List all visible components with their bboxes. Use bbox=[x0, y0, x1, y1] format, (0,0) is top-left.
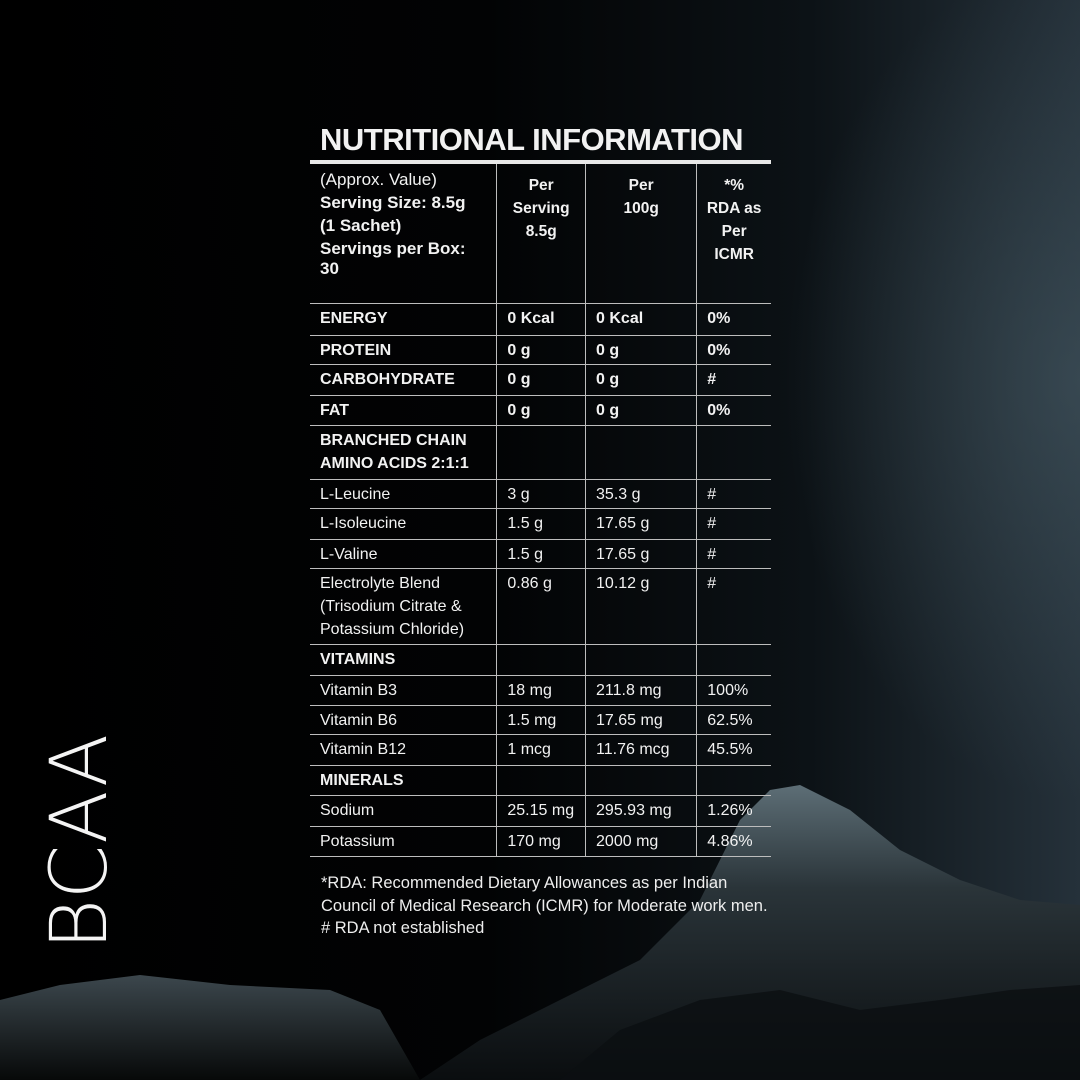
nutrient-name: FAT bbox=[310, 396, 497, 426]
per-100g-value bbox=[586, 645, 697, 676]
per-serving-value bbox=[497, 426, 586, 480]
nutrient-name: L-Isoleucine bbox=[310, 509, 497, 540]
per-100g-value: 17.65 mg bbox=[586, 706, 697, 735]
nutrient-name: VITAMINS bbox=[310, 645, 497, 676]
rda-value: # bbox=[697, 365, 771, 396]
per-serving-value: 1 mcg bbox=[497, 735, 586, 766]
rda-value: # bbox=[697, 540, 771, 569]
brand-label: BCAA bbox=[35, 732, 125, 950]
table-row bbox=[310, 706, 771, 735]
footnotes bbox=[321, 872, 771, 940]
nutrition-table bbox=[310, 164, 771, 857]
per-serving-value bbox=[497, 645, 586, 676]
header-line: Per bbox=[528, 177, 554, 194]
per-serving-value: 1.5 g bbox=[497, 540, 586, 569]
rda-value: 62.5% bbox=[697, 706, 771, 735]
nutrient-name: L-Valine bbox=[310, 540, 497, 569]
per-100g-value: 0 g bbox=[586, 336, 697, 365]
table-row bbox=[310, 480, 771, 509]
per-serving-value: 1.5 g bbox=[497, 509, 586, 540]
table-row bbox=[310, 304, 771, 336]
nutrient-name: Vitamin B12 bbox=[310, 735, 497, 766]
rda-value bbox=[697, 766, 771, 796]
rda-value: 0% bbox=[697, 396, 771, 426]
col-header-per-100g bbox=[586, 164, 697, 304]
per-serving-value: 3 g bbox=[497, 480, 586, 509]
col-header-per-serving bbox=[497, 164, 586, 304]
table-row bbox=[310, 766, 771, 796]
per-serving-value bbox=[497, 766, 586, 796]
per-100g-value: 295.93 mg bbox=[586, 796, 697, 827]
nutrient-name: PROTEIN bbox=[310, 336, 497, 365]
per-100g-value: 35.3 g bbox=[586, 480, 697, 509]
servings-per-box-value: 30 bbox=[320, 259, 339, 278]
rda-value: # bbox=[697, 569, 771, 645]
rda-value: 4.86% bbox=[697, 827, 771, 857]
per-serving-value: 0 g bbox=[497, 396, 586, 426]
per-100g-value: 17.65 g bbox=[586, 509, 697, 540]
nutrient-name: Sodium bbox=[310, 796, 497, 827]
table-row bbox=[310, 796, 771, 827]
table-row bbox=[310, 827, 771, 857]
per-serving-value: 0 g bbox=[497, 365, 586, 396]
rda-value: 100% bbox=[697, 676, 771, 706]
per-serving-value: 0.86 g bbox=[497, 569, 586, 645]
header-line: ICMR bbox=[714, 246, 754, 263]
table-row bbox=[310, 426, 771, 480]
rda-value: 0% bbox=[697, 304, 771, 336]
nutrient-name: MINERALS bbox=[310, 766, 497, 796]
per-100g-value: 0 Kcal bbox=[586, 304, 697, 336]
table-row bbox=[310, 540, 771, 569]
per-100g-value: 0 g bbox=[586, 365, 697, 396]
table-row bbox=[310, 676, 771, 706]
header-line: 100g bbox=[623, 200, 659, 217]
table-row bbox=[310, 509, 771, 540]
table-row bbox=[310, 569, 771, 645]
nutrient-name: CARBOHYDRATE bbox=[310, 365, 497, 396]
per-100g-value: 211.8 mg bbox=[586, 676, 697, 706]
per-100g-value: 10.12 g bbox=[586, 569, 697, 645]
rda-value: # bbox=[697, 480, 771, 509]
hash-footnote: # RDA not established bbox=[321, 919, 485, 937]
rda-footnote: *RDA: Recommended Dietary Allowances as per Indian Council of Medical Research (ICMR) for Moderate work men. bbox=[321, 874, 768, 915]
approx-value-label: (Approx. Value) bbox=[320, 170, 437, 189]
per-100g-value: 0 g bbox=[586, 396, 697, 426]
per-100g-value bbox=[586, 766, 697, 796]
per-serving-value: 18 mg bbox=[497, 676, 586, 706]
rda-value: 0% bbox=[697, 336, 771, 365]
per-serving-value: 0 Kcal bbox=[497, 304, 586, 336]
rda-value: # bbox=[697, 509, 771, 540]
table-header-row bbox=[310, 164, 771, 304]
header-line: Per bbox=[628, 177, 654, 194]
nutrient-name: ENERGY bbox=[310, 304, 497, 336]
header-line: *% bbox=[724, 177, 745, 194]
rda-value: 1.26% bbox=[697, 796, 771, 827]
servings-per-box-label: Servings per Box: bbox=[320, 239, 466, 258]
nutrient-name: Vitamin B6 bbox=[310, 706, 497, 735]
nutrient-name: Potassium bbox=[310, 827, 497, 857]
table-row bbox=[310, 365, 771, 396]
table-row bbox=[310, 735, 771, 766]
table-row bbox=[310, 336, 771, 365]
per-serving-value: 1.5 mg bbox=[497, 706, 586, 735]
nutrient-name: BRANCHED CHAIN AMINO ACIDS 2:1:1 bbox=[310, 426, 497, 480]
header-line: 8.5g bbox=[525, 223, 557, 240]
header-line: RDA as bbox=[706, 200, 762, 217]
serving-size: Serving Size: 8.5g bbox=[320, 193, 466, 212]
nutrient-name: Vitamin B3 bbox=[310, 676, 497, 706]
per-serving-value: 170 mg bbox=[497, 827, 586, 857]
serving-info-cell bbox=[310, 164, 497, 304]
rda-value bbox=[697, 645, 771, 676]
table-row bbox=[310, 396, 771, 426]
rda-value: 45.5% bbox=[697, 735, 771, 766]
page-title: NUTRITIONAL INFORMATION bbox=[320, 122, 744, 157]
per-100g-value: 11.76 mcg bbox=[586, 735, 697, 766]
per-serving-value: 25.15 mg bbox=[497, 796, 586, 827]
nutrient-name: L-Leucine bbox=[310, 480, 497, 509]
header-line: Serving bbox=[512, 200, 570, 217]
nutrient-name: Electrolyte Blend (Trisodium Citrate & Potassium Chloride) bbox=[310, 569, 497, 645]
per-100g-value: 17.65 g bbox=[586, 540, 697, 569]
sachet-label: (1 Sachet) bbox=[320, 216, 402, 235]
per-100g-value bbox=[586, 426, 697, 480]
header-line: Per bbox=[721, 223, 747, 240]
per-serving-value: 0 g bbox=[497, 336, 586, 365]
table-row bbox=[310, 645, 771, 676]
per-100g-value: 2000 mg bbox=[586, 827, 697, 857]
rda-value bbox=[697, 426, 771, 480]
col-header-rda bbox=[697, 164, 771, 304]
